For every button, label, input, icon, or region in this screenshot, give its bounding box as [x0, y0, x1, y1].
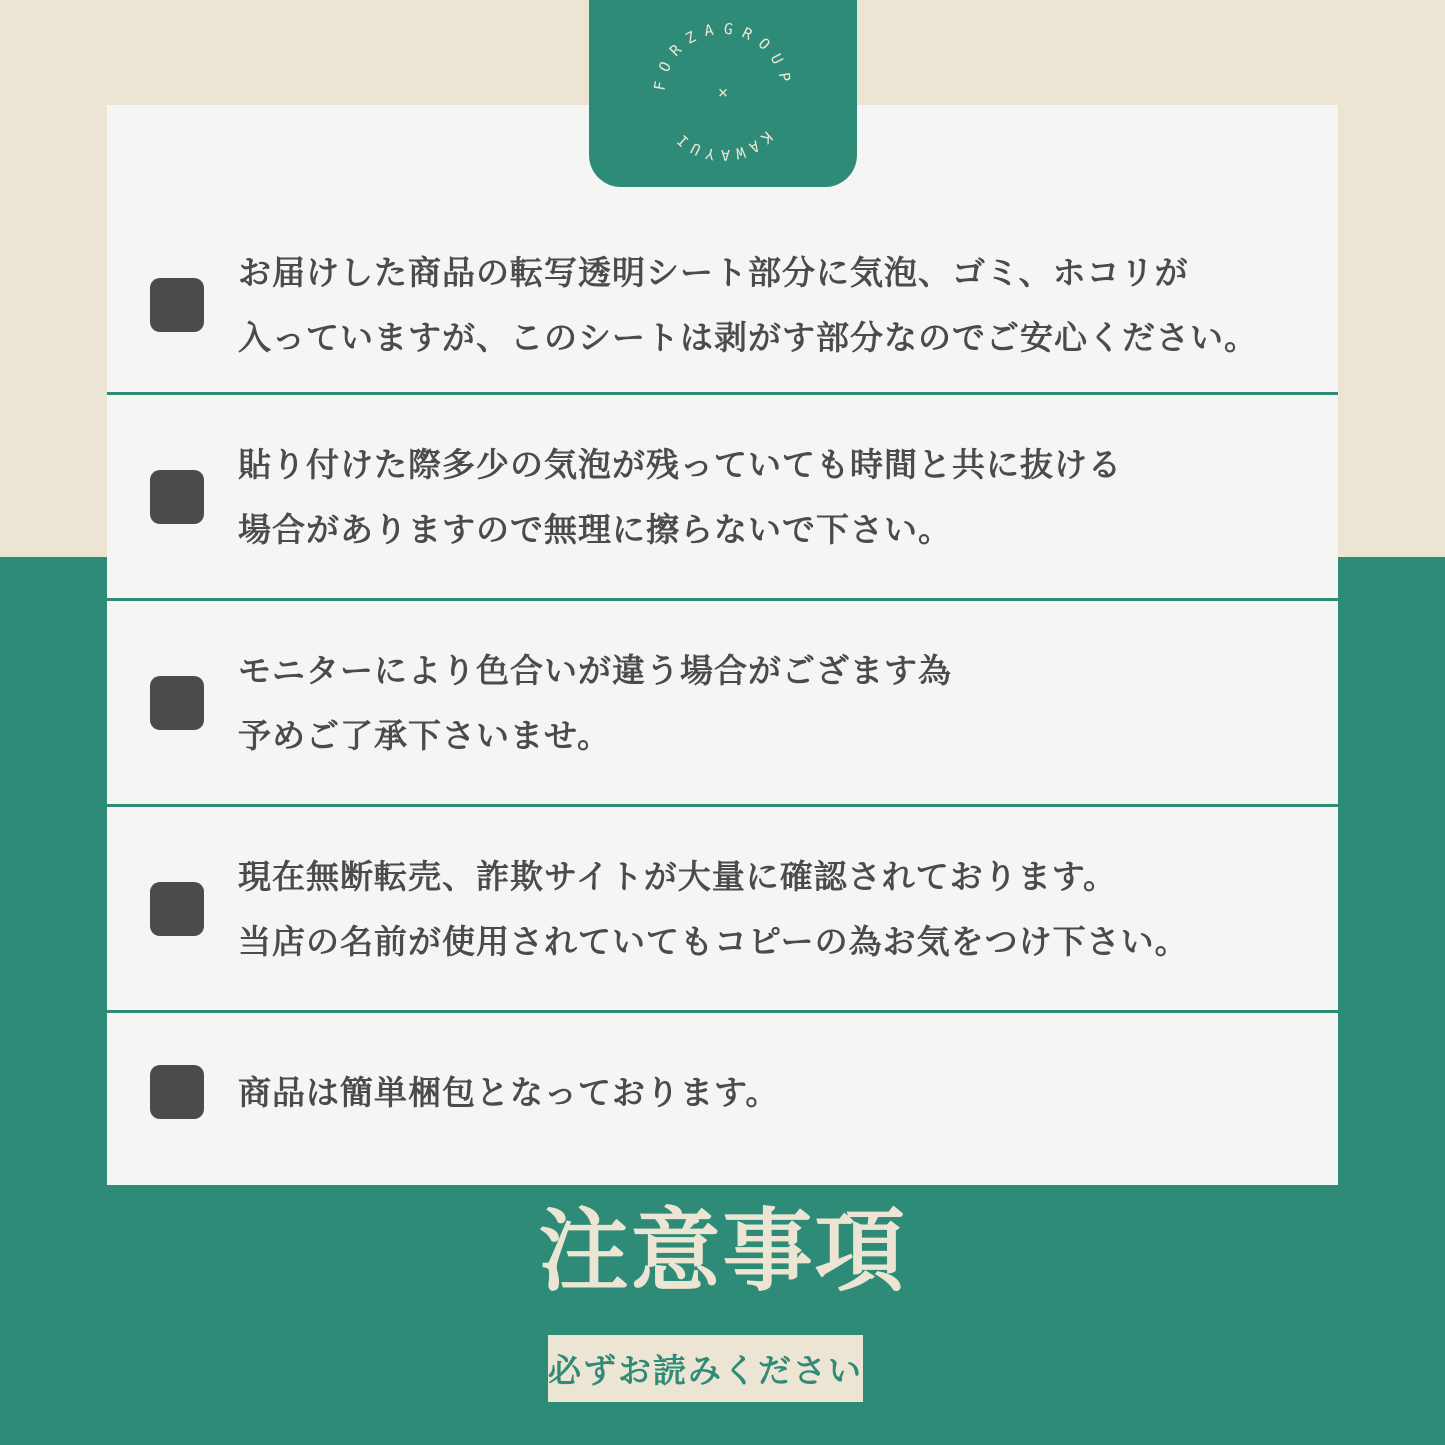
notice-line: 商品は簡単梱包となっております。: [238, 1073, 780, 1111]
notice-item-2: [107, 395, 1338, 598]
notice-line: 予めご了承下さいませ。: [238, 716, 612, 754]
notice-item-3: [107, 601, 1338, 804]
brand-bottom-arc-text: KAWAYUI: [669, 127, 777, 165]
check-square-icon: [150, 278, 204, 332]
notice-line: 当店の名前が使用されていてもコピーの為お気をつけ下さい。: [238, 922, 1189, 960]
brand-top-arc-text: FORZAGROUP: [650, 19, 796, 92]
notice-line: 現在無断転売、詐欺サイトが大量に確認されております。: [238, 857, 1118, 895]
notice-text-2: [238, 432, 1122, 562]
brand-x-separator: ×: [717, 83, 729, 103]
check-square-icon: [150, 676, 204, 730]
notice-text-5: [238, 1060, 779, 1125]
notice-card: [107, 105, 1338, 1185]
must-read-label: 必ずお読みください: [548, 1352, 863, 1389]
notice-text-3: [238, 638, 952, 768]
check-square-icon: [150, 1065, 204, 1119]
notice-text-4: [238, 844, 1189, 974]
notice-line: 場合がありますので無理に擦らないで下さい。: [238, 510, 952, 548]
notice-line: 入っていますが、このシートは剥がす部分なのでご安心ください。: [238, 318, 1258, 356]
brand-circle-logo: [589, 0, 857, 187]
notice-line: お届けした商品の転写透明シート部分に気泡、ゴミ、ホコリが: [238, 253, 1189, 291]
brand-badge: [589, 0, 857, 187]
notice-item-4: [107, 807, 1338, 1010]
check-square-icon: [150, 470, 204, 524]
must-read-banner: [548, 1335, 863, 1402]
notice-item-5: [107, 1013, 1338, 1185]
check-square-icon: [150, 882, 204, 936]
notice-line: モニターにより色合いが違う場合がござます為: [238, 651, 952, 689]
notice-line: 貼り付けた際多少の気泡が残っていても時間と共に抜ける: [238, 445, 1122, 483]
notice-title: 注意事項: [538, 1202, 907, 1302]
notice-text-1: [238, 240, 1258, 370]
